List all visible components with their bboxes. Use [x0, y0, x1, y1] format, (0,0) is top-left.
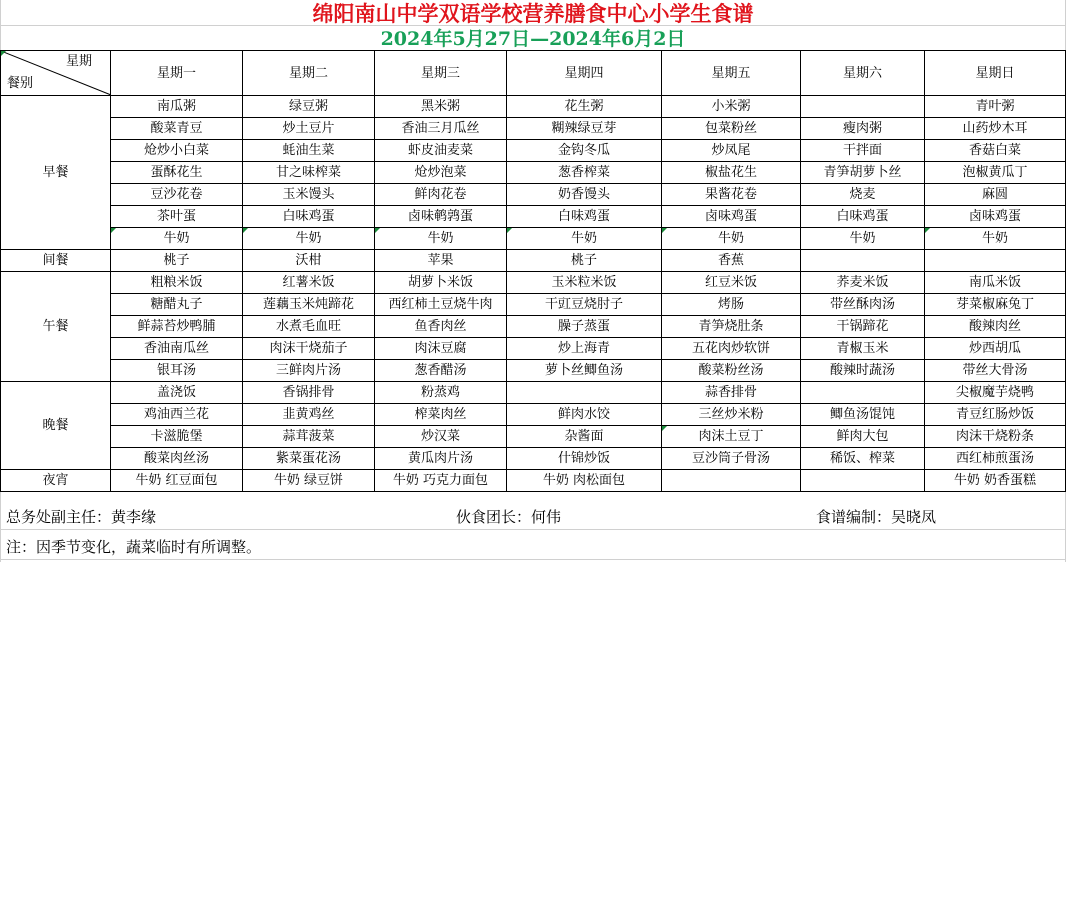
director-signature: 总务处副主任：黄李缘	[6, 508, 157, 526]
table-row	[1, 228, 1066, 250]
meal-label: 夜宵	[1, 470, 111, 492]
dish-cell: 糊辣绿豆芽	[507, 118, 662, 140]
dish-cell: 葱香榨菜	[507, 162, 662, 184]
signature-row	[0, 503, 1065, 530]
dish-cell: 苹果	[375, 250, 507, 272]
dish-cell: 卤味鸡蛋	[662, 206, 801, 228]
dish-cell: 小米粥	[662, 96, 801, 118]
cell-marker-icon	[507, 228, 512, 233]
day-header: 星期三	[375, 51, 507, 96]
dish-cell: 南瓜米饭	[925, 272, 1066, 294]
dish-cell: 青叶粥	[925, 96, 1066, 118]
dish-cell: 青豆红肠炒饭	[925, 404, 1066, 426]
dish-cell: 卤味鸡蛋	[925, 206, 1066, 228]
dish-cell: 牛奶	[375, 228, 507, 250]
dish-cell: 牛奶	[243, 228, 375, 250]
dish-cell: 带丝大骨汤	[925, 360, 1066, 382]
dish-cell: 三鲜肉片汤	[243, 360, 375, 382]
dish-cell: 茶叶蛋	[111, 206, 243, 228]
cell-marker-icon	[662, 228, 667, 233]
dish-cell: 带丝酥肉汤	[801, 294, 925, 316]
dish-cell: 麻圆	[925, 184, 1066, 206]
dish-cell: 牛奶 巧克力面包	[375, 470, 507, 492]
dish-cell: 黄瓜肉片汤	[375, 448, 507, 470]
dish-cell: 黑米粥	[375, 96, 507, 118]
table-row	[1, 448, 1066, 470]
dish-cell: 酸菜粉丝汤	[662, 360, 801, 382]
team-leader-signature: 伙食团长：何伟	[456, 508, 562, 526]
dish-cell: 白味鸡蛋	[243, 206, 375, 228]
dish-cell: 银耳汤	[111, 360, 243, 382]
table-row	[1, 382, 1066, 404]
dish-cell: 香菇白菜	[925, 140, 1066, 162]
dish-cell: 炝炒泡菜	[375, 162, 507, 184]
corner-meal-label: 餐别	[7, 76, 34, 91]
dish-cell: 炝炒小白菜	[111, 140, 243, 162]
dish-cell: 桃子	[507, 250, 662, 272]
meal-label: 间餐	[1, 250, 111, 272]
dish-cell: 炒西胡瓜	[925, 338, 1066, 360]
dish-cell: 南瓜粥	[111, 96, 243, 118]
table-row	[1, 338, 1066, 360]
dish-cell: 肉沫豆腐	[375, 338, 507, 360]
table-row	[1, 360, 1066, 382]
dish-cell	[801, 250, 925, 272]
dish-cell: 白味鸡蛋	[801, 206, 925, 228]
dish-cell: 烧麦	[801, 184, 925, 206]
header-row	[1, 51, 1066, 96]
dish-cell: 牛奶 红豆面包	[111, 470, 243, 492]
dish-cell: 肉沫干烧茄子	[243, 338, 375, 360]
menu-table	[0, 50, 1066, 492]
dish-cell: 西红柿煎蛋汤	[925, 448, 1066, 470]
cell-marker-icon	[662, 426, 667, 431]
dish-cell: 豆沙筒子骨汤	[662, 448, 801, 470]
dish-cell: 胡萝卜米饭	[375, 272, 507, 294]
dish-cell	[507, 382, 662, 404]
dish-cell: 红薯米饭	[243, 272, 375, 294]
dish-cell: 牛奶	[507, 228, 662, 250]
dish-cell: 肉沫土豆丁	[662, 426, 801, 448]
dish-cell: 花生粥	[507, 96, 662, 118]
dish-cell: 鲜蒜苔炒鸭脯	[111, 316, 243, 338]
table-row	[1, 272, 1066, 294]
dish-cell: 干锅蹄花	[801, 316, 925, 338]
dish-cell	[801, 382, 925, 404]
dish-cell: 香蕉	[662, 250, 801, 272]
dish-cell: 莲藕玉米炖蹄花	[243, 294, 375, 316]
dish-cell: 蛋酥花生	[111, 162, 243, 184]
dish-cell: 玉米粒米饭	[507, 272, 662, 294]
dish-cell: 烤肠	[662, 294, 801, 316]
cell-marker-icon	[925, 228, 930, 233]
table-row	[1, 470, 1066, 492]
dish-cell: 青笋胡萝卜丝	[801, 162, 925, 184]
dish-cell: 鲜肉大包	[801, 426, 925, 448]
dish-cell: 酸菜青豆	[111, 118, 243, 140]
day-header: 星期四	[507, 51, 662, 96]
dish-cell: 干豇豆烧肘子	[507, 294, 662, 316]
dish-cell: 白味鸡蛋	[507, 206, 662, 228]
table-row	[1, 96, 1066, 118]
dish-cell: 牛奶	[801, 228, 925, 250]
dish-cell: 酸辣肉丝	[925, 316, 1066, 338]
dish-cell: 粗粮米饭	[111, 272, 243, 294]
menu-body	[1, 51, 1066, 492]
dish-cell: 臊子蒸蛋	[507, 316, 662, 338]
dish-cell: 鲫鱼汤馄饨	[801, 404, 925, 426]
dish-cell: 盖浇饭	[111, 382, 243, 404]
dish-cell: 鲜肉水饺	[507, 404, 662, 426]
meal-label: 早餐	[1, 96, 111, 250]
table-row	[1, 118, 1066, 140]
dish-cell: 绿豆粥	[243, 96, 375, 118]
dish-cell: 糖醋丸子	[111, 294, 243, 316]
dish-cell: 果酱花卷	[662, 184, 801, 206]
corner-cell	[1, 51, 111, 96]
cell-marker-icon	[243, 228, 248, 233]
dish-cell: 杂酱面	[507, 426, 662, 448]
table-row	[1, 316, 1066, 338]
dish-cell: 韭黄鸡丝	[243, 404, 375, 426]
dish-cell: 牛奶 肉松面包	[507, 470, 662, 492]
dish-cell: 鲜肉花卷	[375, 184, 507, 206]
table-row	[1, 140, 1066, 162]
cell-marker-icon	[111, 228, 116, 233]
dish-cell: 青笋烧肚条	[662, 316, 801, 338]
dish-cell: 甘之味榨菜	[243, 162, 375, 184]
dish-cell: 干拌面	[801, 140, 925, 162]
dish-cell: 紫菜蛋花汤	[243, 448, 375, 470]
dish-cell: 炒凤尾	[662, 140, 801, 162]
dish-cell: 酸辣时蔬汤	[801, 360, 925, 382]
seasonal-note: 注：因季节变化，蔬菜临时有所调整。	[0, 530, 1065, 560]
dish-cell: 芽菜椒麻兔丁	[925, 294, 1066, 316]
dish-cell: 什锦炒饭	[507, 448, 662, 470]
dish-cell: 西红柿土豆烧牛肉	[375, 294, 507, 316]
dish-cell: 鱼香肉丝	[375, 316, 507, 338]
dish-cell: 豆沙花卷	[111, 184, 243, 206]
dish-cell: 蒜香排骨	[662, 382, 801, 404]
dish-cell: 红豆米饭	[662, 272, 801, 294]
dish-cell: 香油三月瓜丝	[375, 118, 507, 140]
dish-cell	[925, 250, 1066, 272]
dish-cell: 炒土豆片	[243, 118, 375, 140]
compiler-signature: 食谱编制：吴晓凤	[816, 508, 937, 526]
dish-cell	[662, 470, 801, 492]
dish-cell	[801, 96, 925, 118]
dish-cell: 奶香馒头	[507, 184, 662, 206]
dish-cell: 炒上海青	[507, 338, 662, 360]
dish-cell: 虾皮油麦菜	[375, 140, 507, 162]
table-row	[1, 250, 1066, 272]
dish-cell: 牛奶 奶香蛋糕	[925, 470, 1066, 492]
date-range: 2024年5月27日—2024年6月2日	[380, 28, 686, 50]
table-row	[1, 404, 1066, 426]
dish-cell: 鸡油西兰花	[111, 404, 243, 426]
day-header: 星期日	[925, 51, 1066, 96]
meal-label: 午餐	[1, 272, 111, 382]
dish-cell: 萝卜丝鲫鱼汤	[507, 360, 662, 382]
cell-marker-icon	[375, 228, 380, 233]
dish-cell: 沃柑	[243, 250, 375, 272]
dish-cell: 瘦肉粥	[801, 118, 925, 140]
dish-cell: 香油南瓜丝	[111, 338, 243, 360]
dish-cell: 青椒玉米	[801, 338, 925, 360]
dish-cell: 金钩冬瓜	[507, 140, 662, 162]
dish-cell: 粉蒸鸡	[375, 382, 507, 404]
table-row	[1, 426, 1066, 448]
dish-cell: 牛奶	[662, 228, 801, 250]
dish-cell: 榨菜肉丝	[375, 404, 507, 426]
dish-cell: 炒汉菜	[375, 426, 507, 448]
dish-cell: 山药炒木耳	[925, 118, 1066, 140]
dish-cell: 水煮毛血旺	[243, 316, 375, 338]
dish-cell: 蚝油生菜	[243, 140, 375, 162]
dish-cell: 香锅排骨	[243, 382, 375, 404]
dish-cell: 尖椒魔芋烧鸭	[925, 382, 1066, 404]
table-row	[1, 294, 1066, 316]
day-header: 星期一	[111, 51, 243, 96]
dish-cell: 桃子	[111, 250, 243, 272]
day-header: 星期五	[662, 51, 801, 96]
dish-cell: 玉米馒头	[243, 184, 375, 206]
table-row	[1, 162, 1066, 184]
dish-cell: 荞麦米饭	[801, 272, 925, 294]
dish-cell: 卡滋脆堡	[111, 426, 243, 448]
dish-cell: 三丝炒米粉	[662, 404, 801, 426]
dish-cell: 牛奶 绿豆饼	[243, 470, 375, 492]
day-header: 星期二	[243, 51, 375, 96]
page-title: 绵阳南山中学双语学校营养膳食中心小学生食谱	[0, 0, 1066, 26]
dish-cell: 五花肉炒软饼	[662, 338, 801, 360]
dish-cell: 卤味鹌鹑蛋	[375, 206, 507, 228]
dish-cell: 牛奶	[925, 228, 1066, 250]
dish-cell: 葱香醋汤	[375, 360, 507, 382]
corner-weekday-label: 星期	[65, 54, 92, 69]
table-row	[1, 184, 1066, 206]
dish-cell: 稀饭、榨菜	[801, 448, 925, 470]
table-row	[1, 206, 1066, 228]
dish-cell: 蒜茸菠菜	[243, 426, 375, 448]
dish-cell: 椒盐花生	[662, 162, 801, 184]
dish-cell	[801, 470, 925, 492]
day-header: 星期六	[801, 51, 925, 96]
corner-marker-icon	[1, 51, 6, 56]
dish-cell: 酸菜肉丝汤	[111, 448, 243, 470]
dish-cell: 肉沫干烧粉条	[925, 426, 1066, 448]
meal-label: 晚餐	[1, 382, 111, 470]
dish-cell: 泡椒黄瓜丁	[925, 162, 1066, 184]
dish-cell: 包菜粉丝	[662, 118, 801, 140]
dish-cell: 牛奶	[111, 228, 243, 250]
